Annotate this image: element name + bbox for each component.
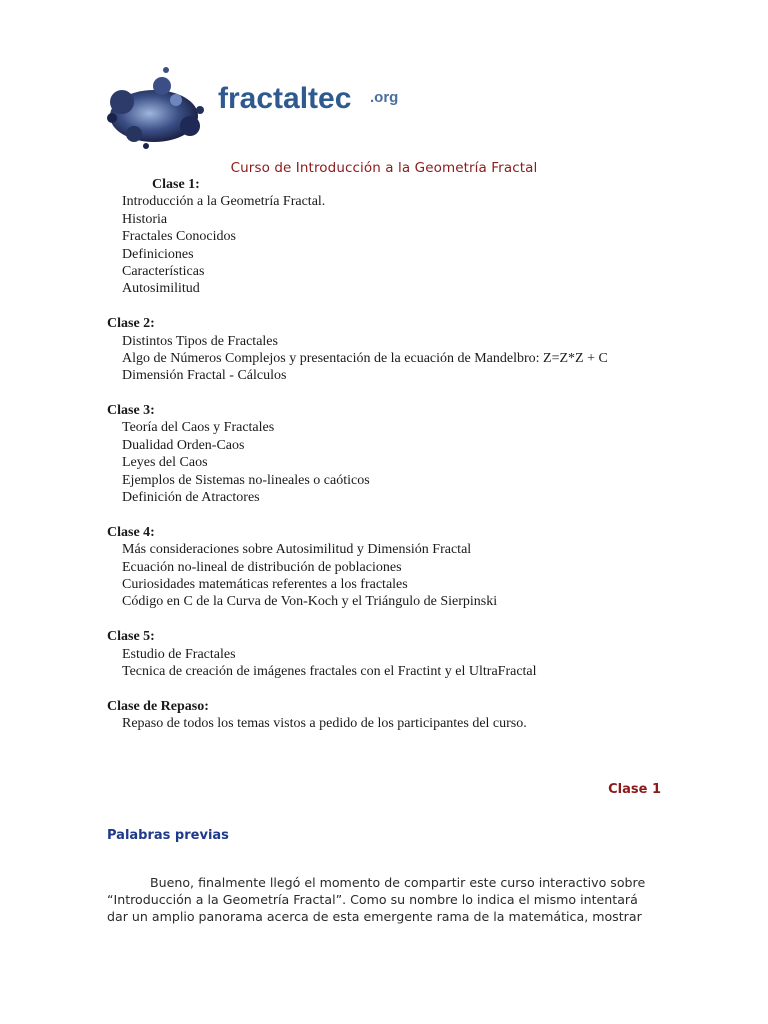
class-heading: Clase 4: — [107, 524, 155, 540]
topic-list — [107, 715, 727, 732]
class-section — [107, 628, 727, 680]
topic-list — [107, 646, 727, 681]
class-heading: Clase 1: — [152, 177, 200, 192]
topic-item: Algo de Números Complejos y presentación de la ecuación de Mandelbro: Z=Z*Z + C — [122, 350, 608, 366]
paragraph-line: “Introducción a la Geometría Fractal”. Como su nombre lo indica el mismo intentará — [107, 892, 638, 907]
topic-list — [107, 419, 727, 506]
topic-item: Introducción a la Geometría Fractal. — [122, 194, 326, 210]
topic-item: Ecuación no-lineal de distribución de poblaciones — [122, 559, 402, 575]
class-heading: Clase de Repaso: — [107, 698, 209, 714]
class-heading: Clase 3: — [107, 403, 155, 419]
topic-item: Autosimilitud — [122, 281, 200, 297]
topic-list — [107, 541, 727, 611]
topic-item: Más consideraciones sobre Autosimilitud y Dimensión Fractal — [122, 542, 472, 558]
topic-item: Dualidad Orden-Caos — [122, 437, 245, 453]
topic-item: Definiciones — [122, 246, 194, 262]
topic-item: Historia — [122, 211, 168, 227]
topic-list — [107, 333, 727, 385]
class-heading: Clase 5: — [107, 629, 155, 645]
topic-item: Fractales Conocidos — [122, 229, 236, 245]
topic-item: Definición de Atractores — [122, 490, 260, 506]
class-section — [107, 176, 727, 298]
class-section — [107, 315, 727, 385]
class-section — [107, 698, 727, 733]
fractaltec-logo — [104, 56, 424, 152]
topic-item: Características — [122, 264, 205, 280]
topic-item: Curiosidades matemáticas referentes a los fractales — [122, 577, 408, 593]
topic-item: Ejemplos de Sistemas no-lineales o caóticos — [122, 472, 370, 488]
class-section — [107, 524, 727, 611]
section-heading: Clase 1 — [608, 782, 661, 797]
topic-item: Dimensión Fractal - Cálculos — [122, 368, 287, 384]
svg-text:.org: .org — [370, 89, 399, 106]
topic-item: Tecnica de creación de imágenes fractales con el Fractint y el UltraFractal — [122, 663, 537, 679]
topic-list — [107, 193, 727, 297]
topic-item: Código en C de la Curva de Von-Koch y el Triángulo de Sierpinski — [122, 594, 498, 610]
class-heading: Clase 2: — [107, 316, 155, 332]
paragraph-line: dar un amplio panorama acerca de esta emergente rama de la matemática, mostrar — [107, 909, 642, 924]
paragraph-line: Bueno, finalmente llegó el momento de compartir este curso interactivo sobre — [150, 875, 646, 890]
subheading: Palabras previas — [107, 828, 229, 843]
topic-item: Teoría del Caos y Fractales — [122, 420, 275, 436]
intro-paragraph — [107, 874, 647, 925]
course-title: Curso de Introducción a la Geometría Fractal — [230, 160, 538, 176]
topic-item: Distintos Tipos de Fractales — [122, 333, 278, 349]
topic-item: Leyes del Caos — [122, 455, 208, 471]
topic-item: Repaso de todos los temas vistos a pedido de los participantes del curso. — [122, 716, 527, 732]
topic-item: Estudio de Fractales — [122, 646, 236, 662]
svg-text:fractaltec: fractaltec — [218, 82, 352, 115]
syllabus — [107, 176, 727, 750]
fractal-blob-icon — [107, 67, 204, 149]
class-section — [107, 402, 727, 506]
